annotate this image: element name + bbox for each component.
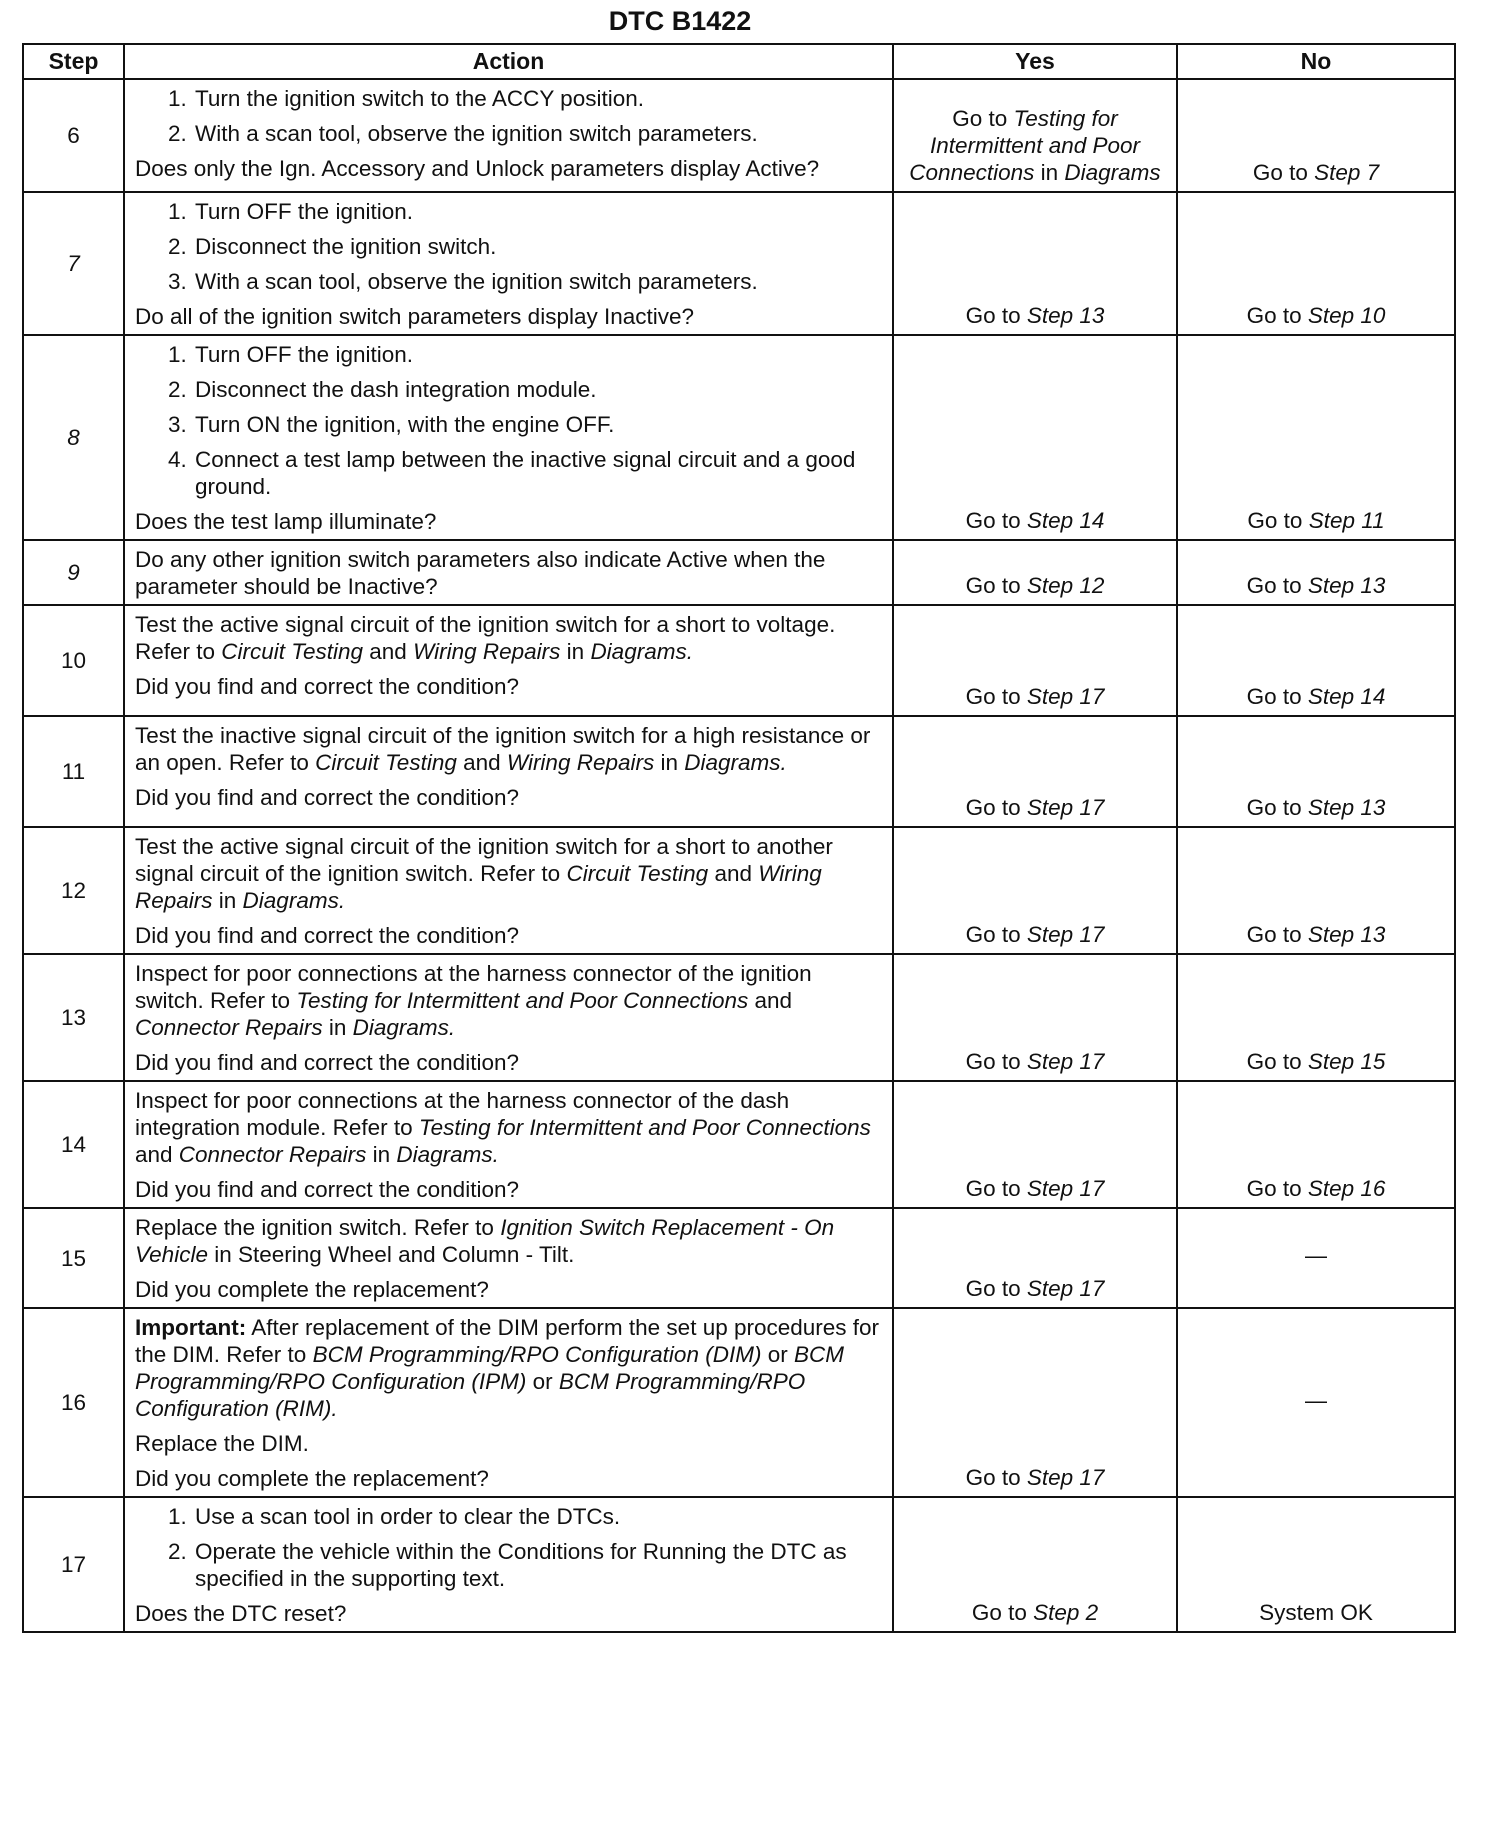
text-segment: or	[761, 1342, 794, 1367]
action-step-item: 1. Turn OFF the ignition.	[193, 198, 884, 225]
text-segment: —	[1305, 1243, 1327, 1268]
action-paragraph	[135, 722, 884, 776]
step-number: 6	[23, 79, 124, 192]
action-paragraph	[135, 1087, 884, 1168]
text-segment: Wiring Repairs	[135, 861, 822, 913]
text-segment: BCM Programming/RPO Configuration (RIM).	[135, 1369, 806, 1421]
no-outcome	[1177, 827, 1455, 954]
action-step-item: 3. With a scan tool, observe the ignition switch parameters.	[193, 268, 884, 295]
text-segment: Step 13	[1026, 303, 1105, 328]
text-segment: Go to	[965, 303, 1027, 328]
text-segment: and	[456, 750, 507, 775]
text-segment: Testing for Intermittent and Poor Connections	[909, 106, 1141, 185]
action-step-item: 2. Operate the vehicle within the Conditions for Running the DTC as specified in the supporting text.	[193, 1538, 884, 1592]
text-segment: Step 13	[1307, 922, 1386, 947]
text-segment: Go to	[1246, 303, 1308, 328]
action-steps-list	[135, 341, 884, 500]
action-step-item: 4. Connect a test lamp between the inactive signal circuit and a good ground.	[193, 446, 884, 500]
text-segment: Do all of the ignition switch parameters display Inactive?	[135, 304, 695, 329]
text-segment: Wiring Repairs	[506, 750, 655, 775]
text-segment: Step 13	[1307, 573, 1386, 598]
action-step-item: 3. Turn ON the ignition, with the engine OFF.	[193, 411, 884, 438]
action-paragraph	[135, 922, 884, 949]
step-number: 13	[23, 954, 124, 1081]
action-paragraph	[135, 155, 884, 182]
text-segment: and	[708, 861, 759, 886]
page-title: DTC B1422	[608, 6, 752, 36]
text-segment: Go to	[1247, 508, 1309, 533]
action-cell	[124, 605, 893, 716]
text-segment: in	[654, 750, 685, 775]
text-segment: in	[366, 1142, 397, 1167]
text-segment: Go to	[965, 1049, 1027, 1074]
text-segment: Diagrams.	[242, 888, 346, 913]
text-segment: Step 17	[1026, 684, 1105, 709]
text-segment: Diagrams.	[684, 750, 787, 775]
table-row	[23, 1208, 1455, 1308]
action-paragraph	[135, 1314, 884, 1422]
action-paragraph	[135, 784, 884, 811]
action-paragraph	[135, 673, 884, 700]
text-segment: in	[1034, 160, 1065, 185]
table-row	[23, 605, 1455, 716]
text-segment: Step 2	[1033, 1600, 1099, 1625]
no-outcome	[1177, 1208, 1455, 1308]
text-segment: Diagrams.	[396, 1142, 499, 1167]
action-paragraph	[135, 1214, 884, 1268]
text-segment: in	[212, 888, 243, 913]
action-paragraph	[135, 1276, 884, 1303]
text-segment: Does the test lamp illuminate?	[135, 509, 437, 534]
table-row	[23, 1081, 1455, 1208]
text-segment: Replace the ignition switch. Refer to	[135, 1215, 501, 1240]
action-cell	[124, 1308, 893, 1497]
step-number: 11	[23, 716, 124, 827]
no-outcome	[1177, 716, 1455, 827]
text-segment: or	[526, 1369, 559, 1394]
text-segment: Test the active signal circuit of the ignition switch for a short to voltage. Refer to	[135, 612, 836, 664]
text-segment: Go to	[1252, 160, 1315, 185]
yes-outcome	[893, 335, 1177, 540]
text-segment: Does the DTC reset?	[135, 1601, 347, 1626]
action-steps-list	[135, 1503, 884, 1592]
text-segment: System OK	[1259, 1600, 1373, 1625]
action-step-item: 2. Disconnect the dash integration module.	[193, 376, 884, 403]
action-cell	[124, 79, 893, 192]
table-row	[23, 827, 1455, 954]
table-header-row	[23, 44, 1455, 79]
text-segment: Circuit Testing	[221, 639, 364, 664]
text-segment: Go to	[952, 106, 1014, 131]
text-segment: After replacement of the DIM perform the set up procedures for the DIM. Refer to	[135, 1315, 880, 1367]
text-segment: Circuit Testing	[566, 861, 709, 886]
text-segment: Diagrams.	[352, 1015, 456, 1040]
step-number: 10	[23, 605, 124, 716]
text-segment: Step 17	[1026, 1176, 1105, 1201]
text-segment: Important:	[135, 1315, 247, 1340]
text-segment: Step 17	[1026, 795, 1105, 820]
text-segment: Go to	[965, 573, 1027, 598]
text-segment: Testing for Intermittent and Poor Connections	[418, 1115, 871, 1140]
table-row	[23, 1497, 1455, 1632]
action-step-item: 2. With a scan tool, observe the ignition switch parameters.	[193, 120, 884, 147]
text-segment: Did you find and correct the condition?	[135, 1177, 519, 1202]
action-cell	[124, 827, 893, 954]
text-segment: Go to	[1246, 1176, 1308, 1201]
action-cell	[124, 540, 893, 605]
action-cell	[124, 1497, 893, 1632]
text-segment: Go to	[965, 922, 1027, 947]
text-segment: Did you find and correct the condition?	[135, 923, 519, 948]
action-paragraph	[135, 611, 884, 665]
action-cell	[124, 716, 893, 827]
action-paragraph	[135, 1049, 884, 1076]
text-segment: Did you find and correct the condition?	[135, 785, 519, 810]
text-segment: Go to	[1246, 795, 1308, 820]
action-cell	[124, 1081, 893, 1208]
step-number: 17	[23, 1497, 124, 1632]
action-steps-list	[135, 85, 884, 147]
text-segment: Do any other ignition switch parameters also indicate Active when the parameter should be Inactive?	[135, 547, 826, 599]
text-segment: —	[1305, 1387, 1327, 1413]
text-segment: Diagrams.	[590, 639, 693, 664]
action-step-item: 1. Turn OFF the ignition.	[193, 341, 884, 368]
text-segment: Wiring Repairs	[413, 639, 561, 664]
text-segment: Replace the DIM.	[135, 1431, 309, 1456]
table-row	[23, 1308, 1455, 1497]
yes-outcome	[893, 1497, 1177, 1632]
step-number: 15	[23, 1208, 124, 1308]
action-paragraph	[135, 960, 884, 1041]
no-outcome	[1177, 1081, 1455, 1208]
action-step-item: 2. Disconnect the ignition switch.	[193, 233, 884, 260]
yes-outcome	[893, 79, 1177, 192]
text-segment: in	[560, 639, 591, 664]
action-paragraph	[135, 833, 884, 914]
text-segment: Step 17	[1026, 1276, 1105, 1301]
text-segment: and	[135, 1142, 179, 1167]
text-segment: Go to	[1246, 684, 1308, 709]
text-segment: Step 15	[1307, 1049, 1386, 1074]
text-segment: Step 13	[1307, 795, 1386, 820]
text-segment: Did you complete the replacement?	[135, 1277, 489, 1302]
header-no: No	[1177, 44, 1455, 79]
text-segment: Connector Repairs	[178, 1142, 367, 1167]
step-number: 12	[23, 827, 124, 954]
text-segment: Step 14	[1307, 684, 1386, 709]
text-segment: Does only the Ign. Accessory and Unlock parameters display Active?	[135, 156, 820, 181]
text-segment: Go to	[965, 795, 1027, 820]
text-segment: Ignition Switch Replacement - On Vehicle	[135, 1215, 835, 1267]
text-segment: Inspect for poor connections at the harness connector of the ignition switch. Refer to	[135, 961, 812, 1013]
action-paragraph	[135, 508, 884, 535]
yes-outcome	[893, 1081, 1177, 1208]
no-outcome	[1177, 1497, 1455, 1632]
header-step: Step	[23, 44, 124, 79]
yes-outcome	[893, 716, 1177, 827]
text-segment: Go to	[965, 1176, 1027, 1201]
text-segment: Go to	[965, 684, 1027, 709]
text-segment: and	[363, 639, 414, 664]
text-segment: Did you find and correct the condition?	[135, 674, 519, 699]
text-segment: in Steering Wheel and Column - Tilt.	[207, 1242, 575, 1267]
action-cell	[124, 954, 893, 1081]
text-segment: Inspect for poor connections at the harness connector of the dash integration module. Refer to	[135, 1088, 790, 1140]
text-segment: BCM Programming/RPO Configuration (DIM)	[312, 1342, 762, 1367]
text-segment: Testing for Intermittent and Poor Connections	[296, 988, 749, 1013]
table-row	[23, 716, 1455, 827]
yes-outcome	[893, 827, 1177, 954]
yes-outcome	[893, 192, 1177, 335]
header-yes: Yes	[893, 44, 1177, 79]
text-segment: Go to	[965, 1465, 1027, 1490]
action-paragraph	[135, 1430, 884, 1457]
action-step-item: 1. Turn the ignition switch to the ACCY position.	[193, 85, 884, 112]
text-segment: Step 11	[1308, 508, 1385, 533]
action-paragraph	[135, 303, 884, 330]
action-cell	[124, 335, 893, 540]
text-segment: in	[322, 1015, 353, 1040]
action-cell	[124, 1208, 893, 1308]
step-number: 9	[23, 540, 124, 605]
text-segment: Step 17	[1026, 1049, 1105, 1074]
text-segment: Go to	[965, 508, 1027, 533]
text-segment: Step 14	[1026, 508, 1105, 533]
no-outcome	[1177, 335, 1455, 540]
text-segment: Step 10	[1307, 303, 1386, 328]
text-segment: Go to	[1246, 1049, 1308, 1074]
text-segment: Go to	[965, 1276, 1027, 1301]
text-segment: Diagrams	[1064, 160, 1161, 185]
yes-outcome	[893, 954, 1177, 1081]
yes-outcome	[893, 1308, 1177, 1497]
table-row	[23, 954, 1455, 1081]
action-step-item: 1. Use a scan tool in order to clear the DTCs.	[193, 1503, 884, 1530]
action-steps-list	[135, 198, 884, 295]
text-segment: Circuit Testing	[315, 750, 457, 775]
text-segment: Test the active signal circuit of the ignition switch for a short to another signal circuit of the ignition switch. Refer to	[135, 834, 833, 886]
no-outcome	[1177, 605, 1455, 716]
text-segment: Step 12	[1026, 573, 1105, 598]
no-outcome	[1177, 540, 1455, 605]
step-number: 14	[23, 1081, 124, 1208]
yes-outcome	[893, 605, 1177, 716]
no-outcome	[1177, 954, 1455, 1081]
text-segment: Did you complete the replacement?	[135, 1466, 489, 1491]
text-segment: Go to	[971, 1600, 1034, 1625]
step-number: 8	[23, 335, 124, 540]
action-cell	[124, 192, 893, 335]
step-number: 16	[23, 1308, 124, 1497]
text-segment: Step 7	[1314, 160, 1380, 185]
text-segment: Step 16	[1307, 1176, 1386, 1201]
text-segment: Go to	[1246, 922, 1308, 947]
text-segment: Step 17	[1026, 922, 1105, 947]
text-segment: BCM Programming/RPO Configuration (IPM)	[135, 1342, 844, 1394]
text-segment: Did you find and correct the condition?	[135, 1050, 519, 1075]
text-segment: and	[748, 988, 793, 1013]
text-segment: Test the inactive signal circuit of the ignition switch for a high resistance or an open. Refer to	[135, 723, 871, 775]
action-paragraph	[135, 1465, 884, 1492]
header-action: Action	[124, 44, 893, 79]
text-segment: Connector Repairs	[135, 1015, 323, 1040]
action-paragraph	[135, 1600, 884, 1627]
no-outcome	[1177, 192, 1455, 335]
table-row	[23, 540, 1455, 605]
table-row	[23, 79, 1455, 192]
no-outcome	[1177, 79, 1455, 192]
table-row	[23, 335, 1455, 540]
text-segment: Step 17	[1026, 1465, 1105, 1490]
yes-outcome	[893, 1208, 1177, 1308]
step-number: 7	[23, 192, 124, 335]
diagnostic-table	[22, 43, 1456, 1633]
action-paragraph	[135, 1176, 884, 1203]
no-outcome	[1177, 1308, 1455, 1497]
text-segment: Go to	[1246, 573, 1308, 598]
yes-outcome	[893, 540, 1177, 605]
table-row	[23, 192, 1455, 335]
action-paragraph	[135, 546, 884, 600]
